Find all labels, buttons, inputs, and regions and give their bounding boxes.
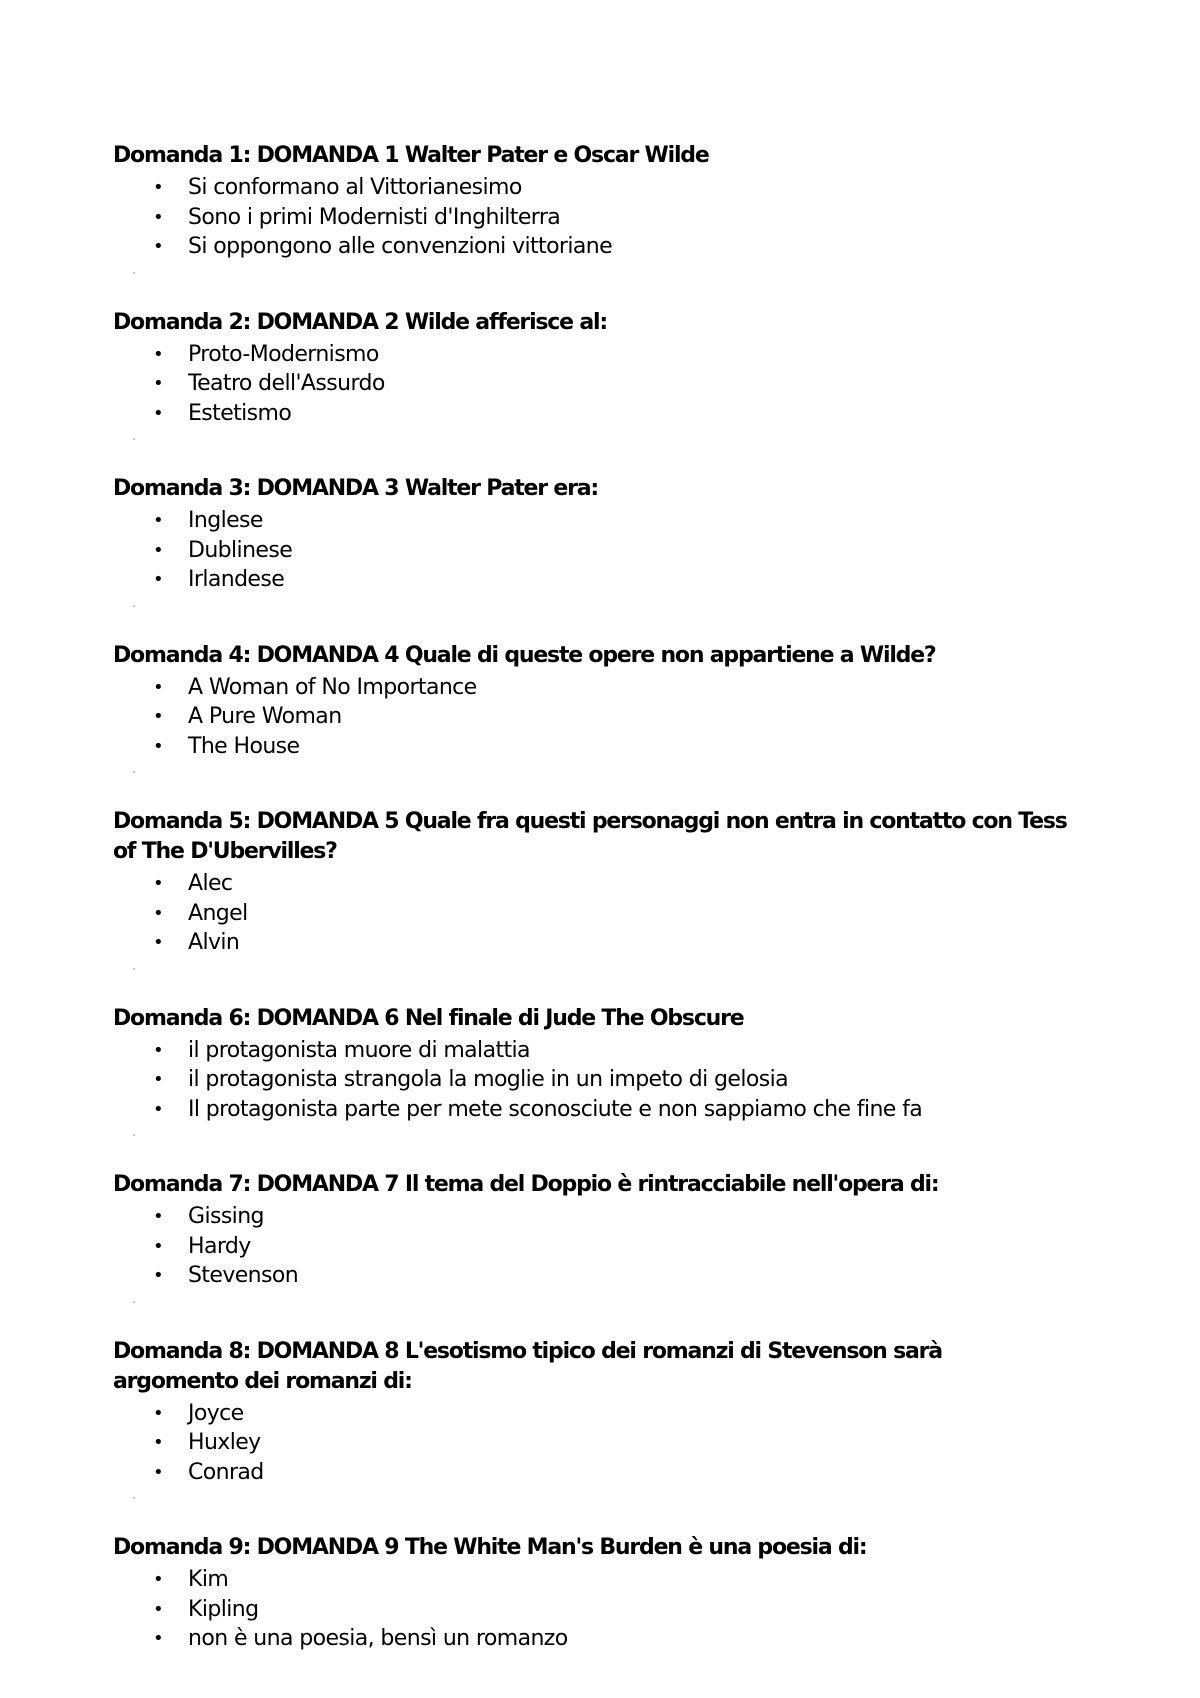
question-title: Domanda 8: DOMANDA 8 L'esotismo tipico dei romanzi di Stevenson sarà argomento dei romanzi di: [113,1338,942,1394]
paragraph-mark [133,1497,135,1499]
answer-option [113,899,1073,929]
answer-option [113,340,1073,370]
bullet-icon: • [153,569,164,590]
question-2 [113,308,1073,441]
paragraph-mark [133,1134,135,1136]
bullet-icon: • [153,706,164,727]
answer-option [113,732,1073,762]
answer-text: Sono i primi Modernisti d'Inghilterra [188,204,561,230]
bullet-icon: • [153,902,164,924]
answer-text: Hardy [188,1233,251,1259]
bullet-icon: • [153,1069,164,1090]
answer-list [113,340,1073,429]
answer-option [113,369,1073,399]
answer-option [113,1399,1073,1429]
question-title: Domanda 7: DOMANDA 7 Il tema del Doppio è rintracciabile nell'opera di: [113,1172,939,1197]
answer-option [113,506,1073,536]
answer-text: Dublinese [188,537,293,563]
answer-option [113,1458,1073,1488]
answer-option [113,1065,1073,1095]
bullet-icon: • [153,373,164,394]
answer-text: Kipling [188,1596,259,1622]
paragraph-mark [133,1301,135,1303]
paragraph-mark [133,272,135,274]
answer-text: Joyce [188,1400,244,1426]
question-title: Domanda 1: DOMANDA 1 Walter Pater e Oscar Wilde [113,143,709,168]
answer-text: Angel [188,900,248,926]
question-title: Domanda 6: DOMANDA 6 Nel finale di Jude The Obscure [113,1005,744,1031]
answer-text: non è una poesia, bensì un romanzo [188,1626,568,1651]
answer-list [113,1202,1073,1291]
answer-text: Conrad [188,1459,264,1485]
bullet-icon: • [153,932,164,953]
answer-text: il protagonista strangola la moglie in un impeto di gelosia [188,1067,788,1092]
answer-list [113,173,1073,262]
question-9 [113,1533,1073,1654]
answer-option [113,173,1073,203]
answer-option [113,536,1073,566]
answer-list [113,869,1073,958]
answer-text: Stevenson [188,1263,299,1288]
answer-option [113,232,1073,262]
answer-text: Estetismo [188,400,292,426]
answer-text: Teatro dell'Assurdo [188,371,385,396]
answer-option [113,1595,1073,1625]
bullet-icon: • [153,236,164,257]
answer-text: The House [188,733,300,759]
answer-list [113,1399,1073,1488]
answer-option [113,399,1073,429]
question-8 [113,1337,1073,1500]
bullet-icon: • [153,1265,164,1286]
question-title: Domanda 3: DOMANDA 3 Walter Pater era: [113,476,598,501]
answer-text: il protagonista muore di malattia [188,1037,530,1063]
answer-text: Inglese [188,508,263,533]
bullet-icon: • [153,177,164,198]
bullet-icon: • [153,1039,164,1061]
question-1 [113,141,1073,274]
bullet-icon: • [153,510,164,531]
paragraph-mark [133,771,135,773]
quiz-document [113,141,1073,1688]
bullet-icon: • [153,1628,164,1649]
answer-list [113,506,1073,595]
answer-list [113,1036,1073,1125]
answer-text: Il protagonista parte per mete sconosciute e non sappiamo che fine fa [188,1096,923,1122]
bullet-icon: • [153,1206,164,1227]
bullet-icon: • [153,676,164,698]
bullet-icon: • [153,539,164,561]
bullet-icon: • [153,873,164,894]
answer-text: Si oppongono alle convenzioni vittoriane [188,234,613,259]
answer-option [113,565,1073,595]
paragraph-mark [133,968,135,970]
paragraph-mark [133,605,135,607]
bullet-icon: • [153,343,164,365]
bullet-icon: • [153,1461,164,1483]
answer-text: Irlandese [188,567,285,592]
answer-option [113,1036,1073,1066]
answer-list [113,1565,1073,1654]
bullet-icon: • [153,735,164,757]
question-title: Domanda 4: DOMANDA 4 Quale di queste opere non appartiene a Wilde? [113,642,936,668]
answer-option [113,1232,1073,1262]
answer-text: Huxley [188,1430,261,1455]
answer-text: Kim [188,1567,229,1592]
answer-text: A Woman of No Importance [188,674,477,700]
question-3 [113,474,1073,607]
bullet-icon: • [153,402,164,424]
bullet-icon: • [153,1598,164,1620]
answer-option [113,1565,1073,1595]
question-title: Domanda 5: DOMANDA 5 Quale fra questi personaggi non entra in contatto con Tess of The D'Ubervilles? [113,809,1067,864]
answer-option [113,1428,1073,1458]
question-4 [113,641,1073,774]
bullet-icon: • [153,206,164,228]
answer-text: Si conformano al Vittorianesimo [188,175,522,200]
paragraph-mark [133,438,135,440]
question-title: Domanda 2: DOMANDA 2 Wilde afferisce al: [113,309,607,335]
bullet-icon: • [153,1432,164,1453]
answer-option [113,1095,1073,1125]
question-6 [113,1004,1073,1137]
question-7 [113,1170,1073,1303]
answer-option [113,928,1073,958]
bullet-icon: • [153,1098,164,1120]
answer-option [113,1202,1073,1232]
answer-text: Alvin [188,930,240,955]
answer-option [113,203,1073,233]
answer-text: Alec [188,871,233,896]
bullet-icon: • [153,1569,164,1590]
question-5 [113,807,1073,970]
answer-text: A Pure Woman [188,704,342,729]
bullet-icon: • [153,1235,164,1257]
answer-text: Proto-Modernismo [188,341,379,367]
bullet-icon: • [153,1402,164,1424]
answer-list [113,673,1073,762]
answer-option [113,1624,1073,1654]
answer-option [113,869,1073,899]
answer-option [113,702,1073,732]
answer-option [113,1261,1073,1291]
answer-option [113,673,1073,703]
answer-text: Gissing [188,1204,264,1229]
question-title: Domanda 9: DOMANDA 9 The White Man's Burden è una poesia di: [113,1535,867,1560]
